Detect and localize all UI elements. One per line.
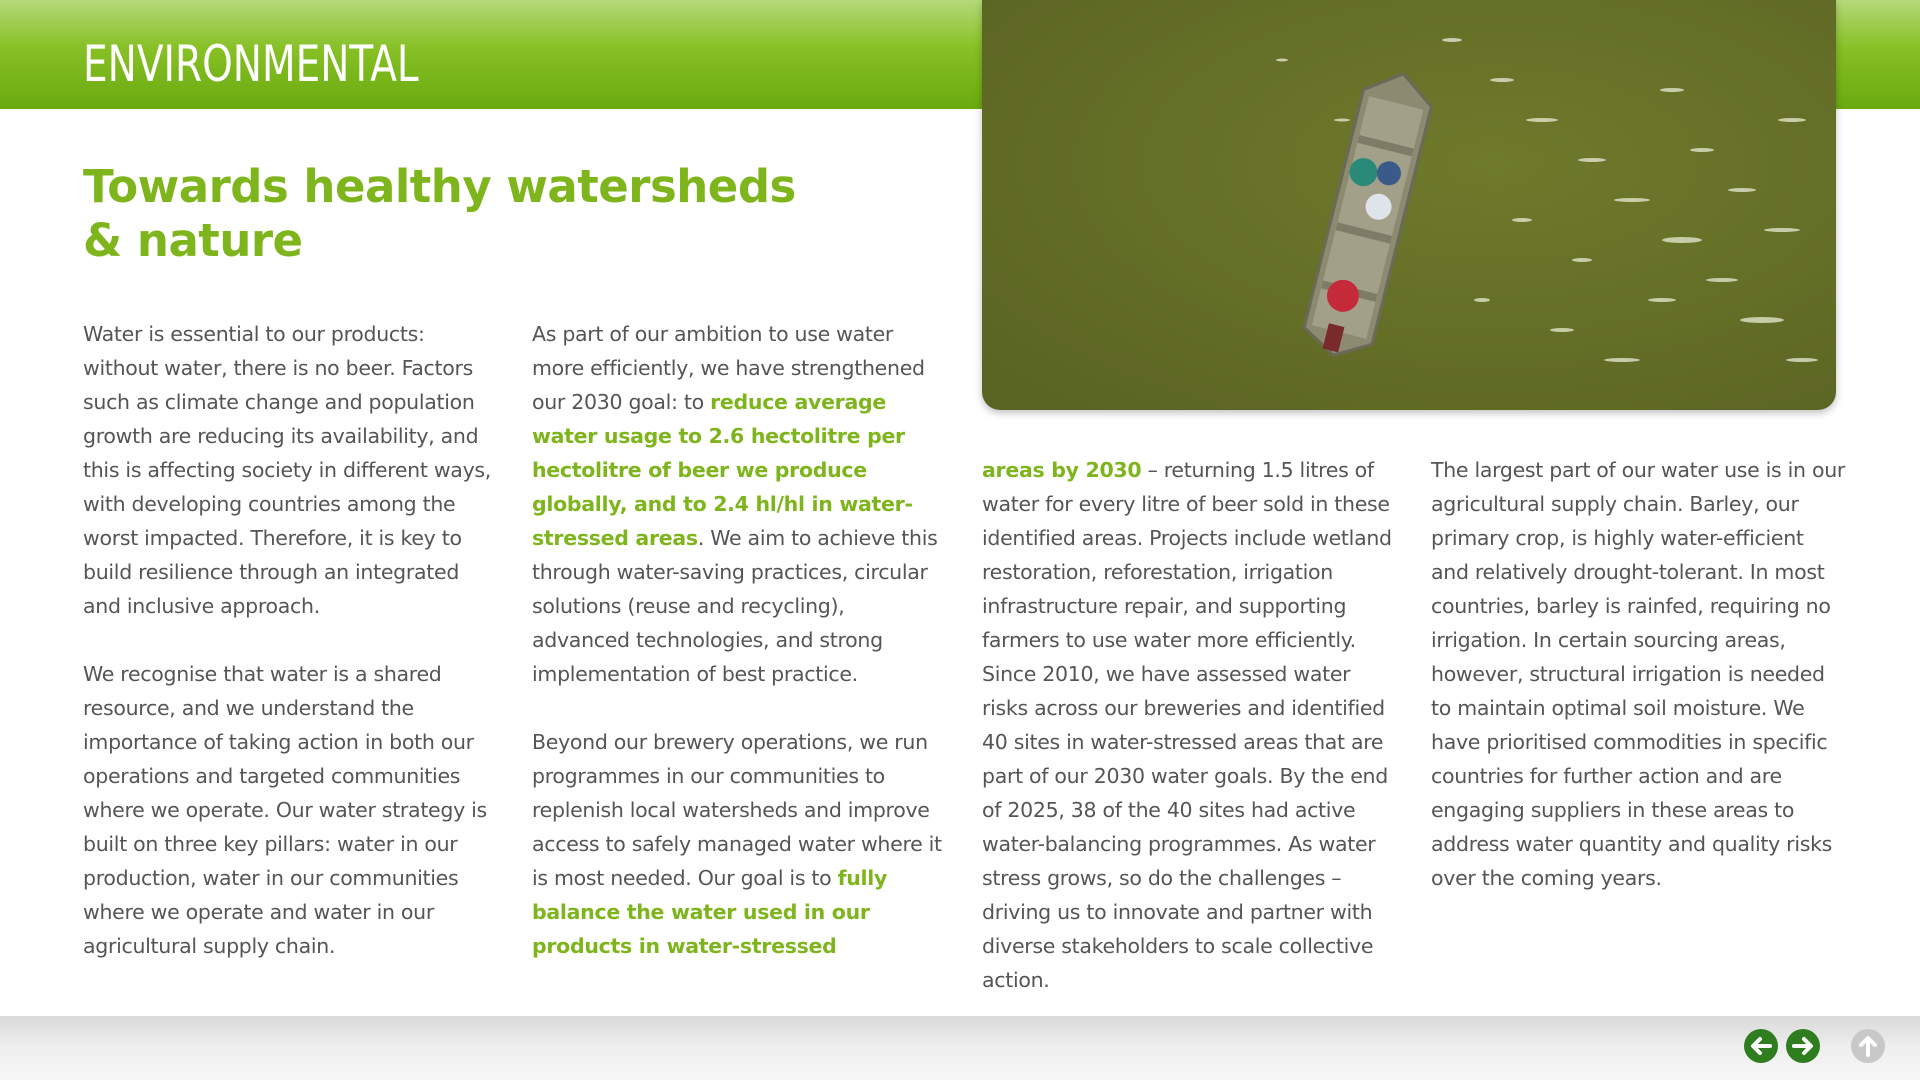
text-column-3 <box>982 453 1397 997</box>
section-title: ENVIRONMENTAL <box>83 35 419 93</box>
next-page-button[interactable] <box>1785 1028 1821 1064</box>
heading-line-2: & nature <box>83 214 303 267</box>
paragraph <box>982 453 1397 997</box>
heading-line-1: Towards healthy watersheds <box>83 160 796 213</box>
footer-bar <box>0 1016 1920 1080</box>
text-column-4 <box>1431 453 1846 895</box>
previous-page-button[interactable] <box>1743 1028 1779 1064</box>
paragraph: The largest part of our water use is in our agricultural supply chain. Barley, our primary crop, is highly water-efficient and relatively drought-tolerant. In most countries, barley is rainfed, requiring no irrigation. In certain sourcing areas, however, structural irrigation is needed to maintain optimal soil moisture. We have prioritised commodities in specific countries for further action and are engaging suppliers in these areas to address water quantity and quality risks over the coming years. <box>1431 458 1846 890</box>
paragraph-text: As part of our ambition to use water more efficiently, we have strengthened our 2030 goal: to <box>532 322 925 414</box>
text-column-2 <box>532 317 942 963</box>
text-column-1 <box>83 317 493 963</box>
highlight-text: reduce average water usage to 2.6 hectolitre per hectolitre of beer we produce globally, and to 2.4 hl/hl in water-stressed areas <box>532 390 913 550</box>
arrow-up-icon <box>1850 1028 1886 1064</box>
arrow-right-icon <box>1785 1028 1821 1064</box>
paragraph-text: – returning 1.5 litres of water for every litre of beer sold in these identified areas. Projects include wetland restoration, reforestation, irrigation infrastructure repair, and supporting farmers to use water more efficiently. Since 2010, we have assessed water risks across our breweries and identified 40 sites in water-stressed areas that are part of our 2030 water goals. By the end of 2025, 38 of the 40 sites had active water-balancing programmes. As water stress grows, so do the challenges – driving us to innovate and partner with diverse stakeholders to scale collective action. <box>982 458 1392 992</box>
back-to-top-button[interactable] <box>1850 1028 1886 1064</box>
paragraph <box>532 317 942 691</box>
paragraph-text: . We aim to achieve this through water-saving practices, circular solutions (reuse and recycling), advanced technologies, and strong implementation of best practice. <box>532 526 938 686</box>
highlight-text: areas by 2030 <box>982 458 1142 482</box>
paragraph: We recognise that water is a shared resource, and we understand the importance of taking action in both our operations and targeted communities where we operate. Our water strategy is built on three key pillars: water in our production, water in our communities where we operate and water in our agricultural supply chain. <box>83 662 487 958</box>
highlight-text: fully balance the water used in our products in water-stressed <box>532 866 888 958</box>
paragraph-text: Beyond our brewery operations, we run programmes in our communities to replenish local watersheds and improve access to safely managed water where it is most needed. Our goal is to <box>532 730 942 890</box>
paragraph: Water is essential to our products: without water, there is no beer. Factors such as climate change and population growth are reducing its availability, and this is affecting society in different ways, with developing countries among the worst impacted. Therefore, it is key to build resilience through an integrated and inclusive approach. <box>83 322 491 618</box>
page-heading <box>83 160 796 268</box>
aerial-boat-photo <box>982 0 1836 410</box>
paragraph <box>532 725 942 963</box>
arrow-left-icon <box>1743 1028 1779 1064</box>
